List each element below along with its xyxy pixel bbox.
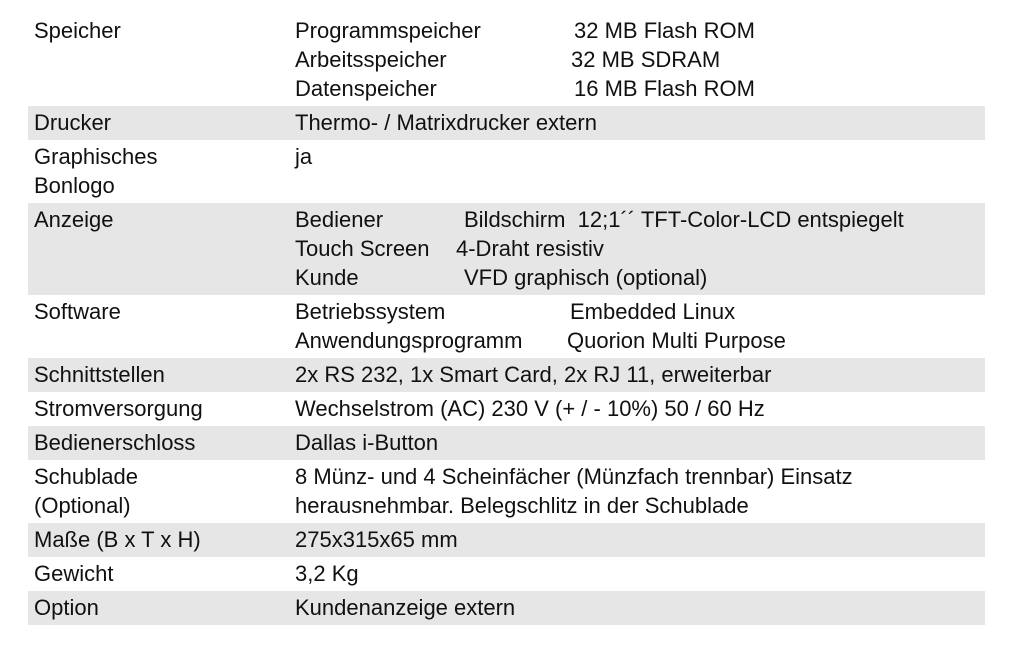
spec-value: Dallas i-Button bbox=[295, 430, 439, 455]
spec-label: Drucker bbox=[34, 110, 112, 135]
spec-subvalue: 16 MB Flash ROM bbox=[574, 76, 755, 101]
spec-label: Bedienerschloss bbox=[34, 430, 196, 455]
spec-subkey: Betriebssystem bbox=[295, 299, 446, 324]
spec-table bbox=[28, 14, 985, 625]
spec-row-gewicht bbox=[28, 557, 985, 591]
spec-subkey: Anwendungsprogramm bbox=[295, 328, 523, 353]
spec-label: Schnittstellen bbox=[34, 362, 165, 387]
spec-value bbox=[295, 205, 985, 292]
spec-subvalue: 32 MB Flash ROM bbox=[574, 18, 755, 43]
spec-label: Speicher bbox=[34, 18, 121, 43]
spec-label: Maße (B x T x H) bbox=[34, 527, 201, 552]
spec-subvalue: 32 MB SDRAM bbox=[571, 47, 721, 72]
spec-label: Gewicht bbox=[34, 561, 114, 586]
spec-row-bonlogo bbox=[28, 140, 985, 203]
spec-label: Anzeige bbox=[34, 207, 114, 232]
spec-subline bbox=[295, 297, 985, 326]
spec-value bbox=[295, 297, 985, 355]
spec-row-schublade bbox=[28, 460, 985, 523]
spec-row-bedienerschloss bbox=[28, 426, 985, 460]
spec-subvalue: Embedded Linux bbox=[570, 299, 736, 324]
spec-subline bbox=[295, 16, 985, 45]
spec-subline bbox=[295, 205, 985, 234]
spec-label: Option bbox=[34, 595, 99, 620]
spec-value: Thermo- / Matrixdrucker extern bbox=[295, 110, 597, 135]
spec-subvalue: Bildschirm 12;1´´ TFT-Color-LCD entspiegelt bbox=[464, 207, 904, 232]
spec-value: Wechselstrom (AC) 230 V (+ / - 10%) 50 / 60 Hz bbox=[295, 396, 765, 421]
spec-subvalue: VFD graphisch (optional) bbox=[464, 265, 708, 290]
spec-value: Kundenanzeige extern bbox=[295, 595, 516, 620]
spec-subvalue: 4-Draht resistiv bbox=[456, 236, 604, 261]
spec-subline bbox=[295, 234, 985, 263]
spec-row-software bbox=[28, 295, 985, 358]
spec-row-schnittstellen bbox=[28, 358, 985, 392]
spec-row-drucker bbox=[28, 106, 985, 140]
spec-row-stromversorgung bbox=[28, 392, 985, 426]
spec-subline bbox=[295, 326, 985, 355]
spec-value: 8 Münz- und 4 Scheinfächer (Münzfach trennbar) Einsatz herausnehmbar. Belegschlitz in der Schublade bbox=[295, 464, 853, 518]
spec-subline bbox=[295, 263, 985, 292]
spec-row-option bbox=[28, 591, 985, 625]
spec-subkey: Bediener bbox=[295, 207, 384, 232]
spec-value: ja bbox=[295, 144, 313, 169]
spec-value: 2x RS 232, 1x Smart Card, 2x RJ 11, erweiterbar bbox=[295, 362, 772, 387]
spec-row-anzeige bbox=[28, 203, 985, 295]
spec-row-speicher bbox=[28, 14, 985, 106]
spec-value bbox=[295, 16, 985, 103]
spec-label: Stromversorgung bbox=[34, 396, 203, 421]
spec-row-masse bbox=[28, 523, 985, 557]
spec-subvalue: Quorion Multi Purpose bbox=[567, 328, 786, 353]
spec-value: 275x315x65 mm bbox=[295, 527, 458, 552]
spec-value: 3,2 Kg bbox=[295, 561, 359, 586]
spec-subline bbox=[295, 74, 985, 103]
spec-subkey: Arbeitsspeicher bbox=[295, 47, 447, 72]
spec-subkey: Datenspeicher bbox=[295, 76, 437, 101]
spec-label: Graphisches Bonlogo bbox=[34, 144, 158, 198]
spec-subline bbox=[295, 45, 985, 74]
spec-subkey: Touch Screen bbox=[295, 236, 430, 261]
spec-label: Software bbox=[34, 299, 121, 324]
spec-subkey: Programmspeicher bbox=[295, 18, 481, 43]
spec-label: Schublade (Optional) bbox=[34, 464, 138, 518]
spec-subkey: Kunde bbox=[295, 265, 359, 290]
